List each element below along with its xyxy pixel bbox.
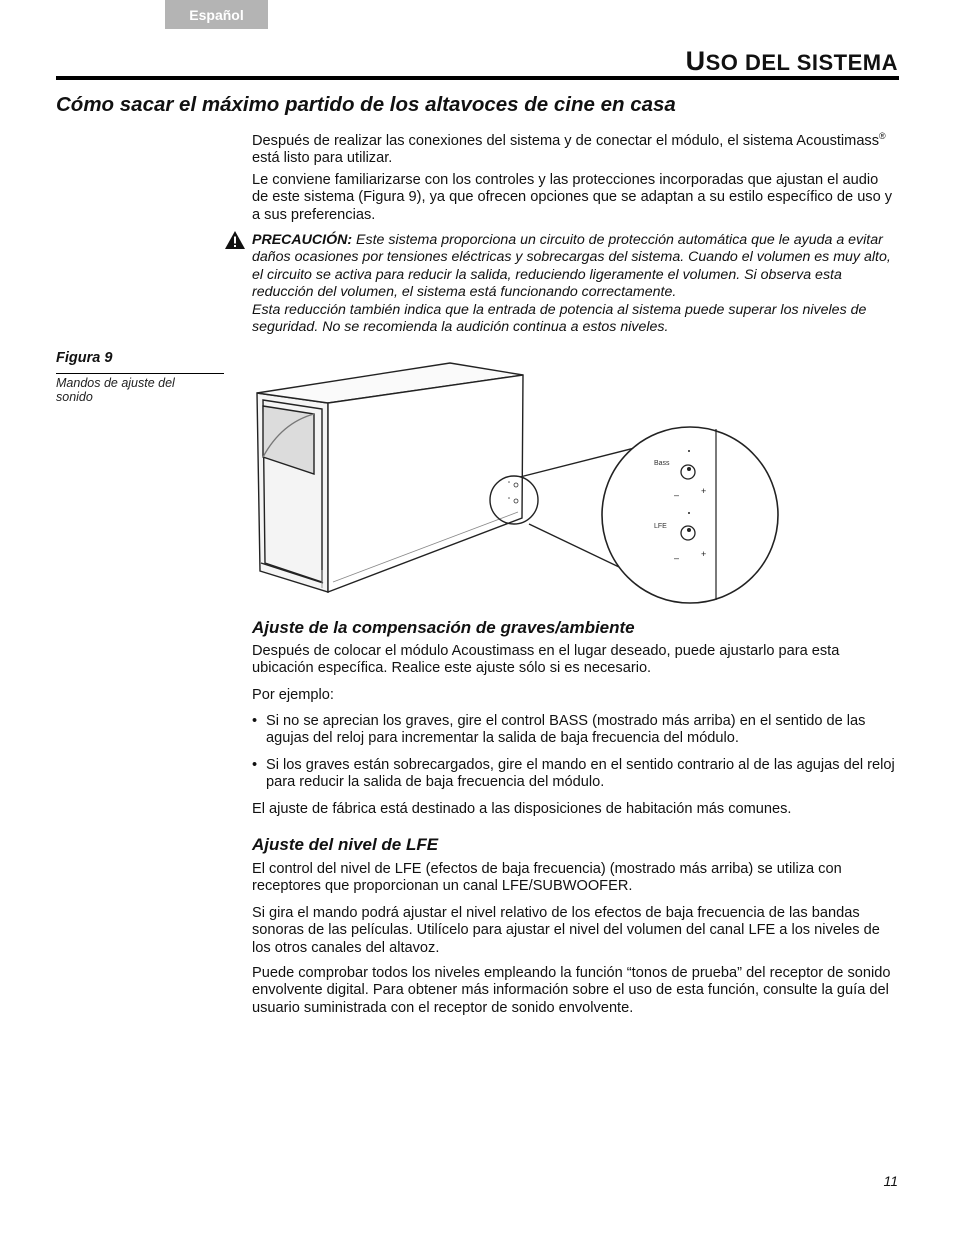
language-tab[interactable]: Español: [165, 0, 268, 29]
intro-p1-text-a: Después de realizar las conexiones del sistema y de conectar el módulo, el sistema Acoustimass: [252, 132, 880, 149]
title-rule: [56, 76, 899, 80]
registered-mark: ®: [879, 131, 886, 141]
lfe-section-heading: Ajuste del nivel de LFE: [252, 835, 439, 854]
lfe-paragraph-1: [252, 861, 898, 896]
lfe-p2-text: Si gira el mando podrá ajustar el nivel relativo de los efectos de baja frecuencia de las bandas sonoras de las películas. Utilícelo para ajustar el nivel del volumen del canal LFE a los niveles de los otros canales del altavoz.: [252, 905, 880, 956]
lfe-minus: –: [674, 553, 680, 563]
lfe-plus: +: [701, 549, 707, 559]
caution-text-1: Este sistema proporciona un circuito de protección automática que le ayuda a evitar daños ocasiones por tensiones eléctricas y sobrecargas del sistema. Cuando el volumen es muy alto, el circuito se activa para reducir la salida, reduciendo ligeramente el volumen. Si observa esta reducción del volumen, el sistema está funcionando correctamente.: [252, 232, 891, 301]
bass-minus: –: [674, 490, 680, 500]
bass-paragraph-1: [252, 643, 898, 678]
section-title: Cómo sacar el máximo partido de los altavoces de cine en casa: [56, 93, 676, 116]
lfe-p3-text: Puede comprobar todos los niveles empleando la función “tonos de prueba” del receptor de sonido envolvente digital. Para obtener más información sobre el uso de esta función, consulte la guía del usuario suministrada con el receptor de sonido envolvente.: [252, 965, 891, 1016]
bullet-marker: •: [252, 757, 258, 773]
figure-caption: Mandos de ajuste del sonido: [56, 376, 175, 404]
subwoofer-illustration: [250, 360, 785, 605]
intro-p2-text: Le conviene familiarizarse con los controles y las protecciones incorporadas que ajustan el audio de este sistema (Figura 9), ya que ofrecen opciones que se adaptan a su estilo específico de uso y a sus preferencias.: [252, 172, 893, 223]
intro-paragraph-2: [252, 172, 898, 224]
bass-p1-text: Después de colocar el módulo Acoustimass en el lugar deseado, puede ajustarlo para esta ubicación específica. Realice este ajuste sólo si es necesario.: [252, 643, 840, 677]
bass-paragraph-2: [252, 687, 898, 704]
bullet-marker: •: [252, 713, 258, 729]
warning-icon: [224, 230, 246, 250]
chapter-title: [686, 46, 898, 77]
figure-rule: [56, 373, 224, 374]
caution-text-2: Esta reducción también indica que la entrada de potencia al sistema puede superar los niveles de seguridad. No se recomienda la audición continua a estos niveles.: [252, 301, 867, 336]
intro-paragraph-1: [252, 128, 898, 168]
list-item-text: Si los graves están sobrecargados, gire el mando en el sentido contrario al de las agujas del reloj para reducir la salida de baja frecuencia del módulo.: [266, 757, 895, 791]
bass-plus: +: [701, 486, 707, 496]
bass-section-heading: Ajuste de la compensación de graves/ambiente: [252, 618, 635, 637]
list-item: [252, 757, 898, 792]
page-number: 11: [883, 1173, 898, 1189]
lfe-knob-label: LFE: [654, 523, 667, 530]
bass-p3-text: El ajuste de fábrica está destinado a las disposiciones de habitación más comunes.: [252, 801, 792, 817]
caution-label: PRECAUCIÓN:: [252, 232, 353, 248]
bass-paragraph-3: [252, 801, 898, 818]
caution-block: [252, 232, 898, 336]
intro-p1-text-b: está listo para utilizar.: [252, 150, 393, 167]
bass-p2-text: Por ejemplo:: [252, 687, 334, 703]
figure-label: Figura 9: [56, 350, 113, 366]
lfe-paragraph-2: [252, 905, 898, 957]
lfe-p1-text: El control del nivel de LFE (efectos de baja frecuencia) (mostrado más arriba) se utiliza con receptores que proporcionan un canal LFE/SUBWOOFER.: [252, 861, 842, 895]
lfe-paragraph-3: [252, 965, 898, 1017]
list-item: [252, 713, 898, 748]
list-item-text: Si no se aprecian los graves, gire el control BASS (mostrado más arriba) en el sentido de las agujas del reloj para incrementar la salida de baja frecuencia del módulo.: [266, 713, 866, 747]
chapter-title-rest: SO DEL SISTEMA: [705, 50, 898, 75]
chapter-title-initial: U: [685, 46, 706, 76]
bass-knob-label: Bass: [654, 460, 670, 467]
